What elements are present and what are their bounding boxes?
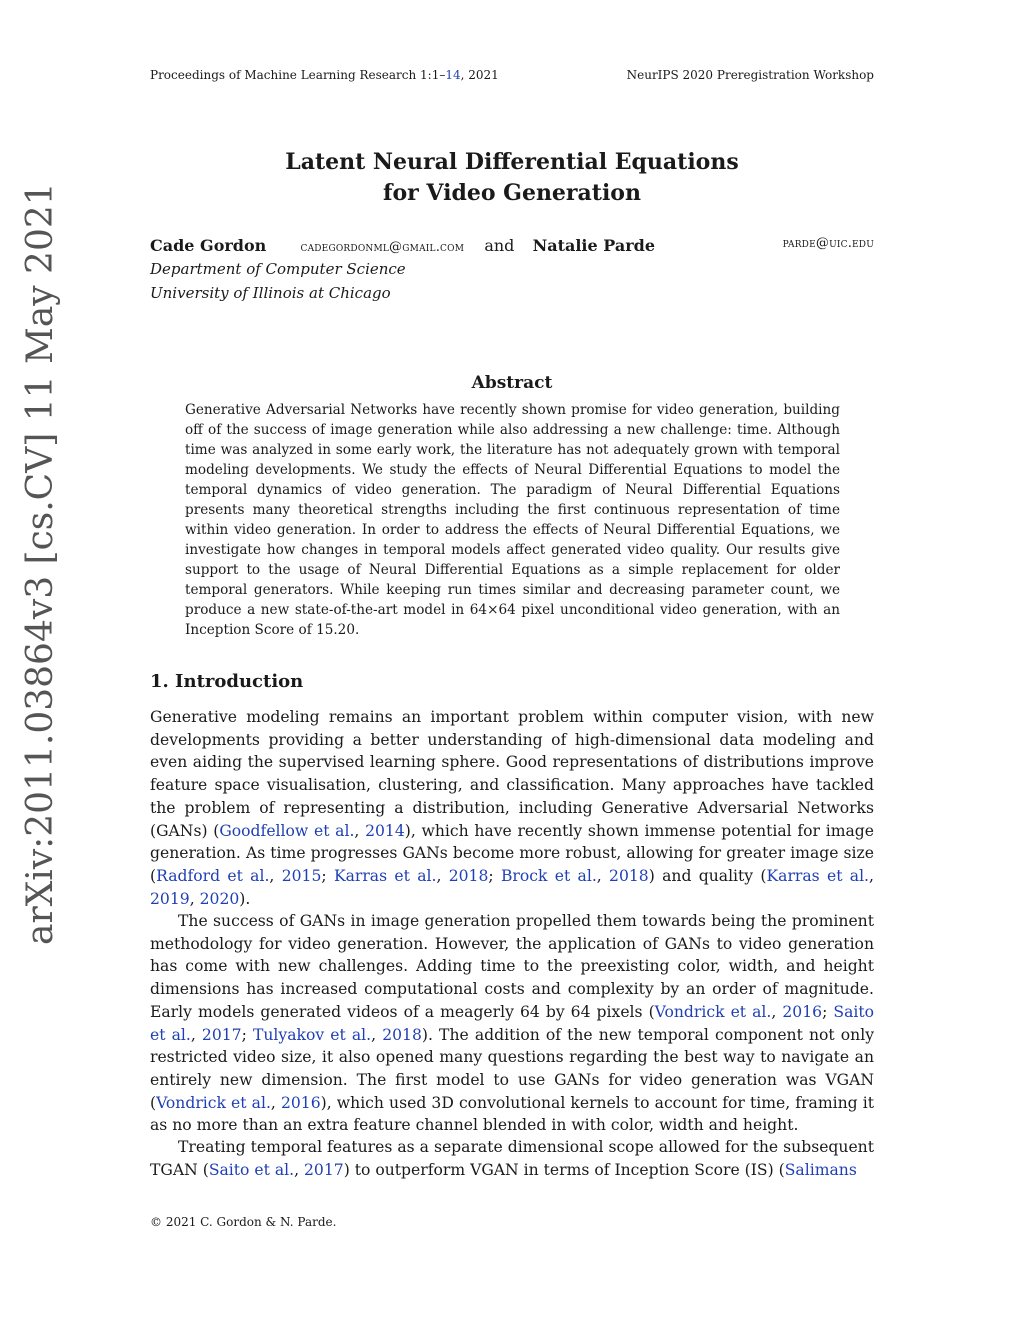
citation-link[interactable]: Karras et al. <box>333 866 437 885</box>
title-line-2: for Video Generation <box>383 180 641 206</box>
department: Department of Computer Science <box>150 260 406 278</box>
paper-title <box>0 147 1024 209</box>
abstract-text: Generative Adversarial Networks have recently shown promise for video generation, building off of the success of image generation while also addressing a new challenge: time. Although time was analyzed in some early work, the literature has not adequately grown with temporal modeling developments. We study the effects of Neural Differential Equations to model the temporal dynamics of video generation. The paradigm of Neural Differential Equations presents many theoretical strengths including the first continuous representation of time within video generation. In order to address the effects of Neural Differential Equations, we investigate how changes in temporal models affect generated video quality. Our results give support to the usage of Neural Differential Equations as a simple replacement for older temporal generators. While keeping run times similar and decreasing parameter count, we produce a new state-of-the-art model in 64×64 pixel unconditional video generation, with an Inception Score of 15.20. <box>185 402 840 638</box>
citation-link[interactable]: Saito et al. <box>208 1160 295 1179</box>
intro-paragraph-2: The success of GANs in image generation propelled them towards being the prominent methodology for video generation. However, the application of GANs to video generation has come with new challenges. Adding time to the preexisting color, width, and height dimensions has increased computational costs and complexity by an order of magnitude. Early models generated videos of a meagerly 64 by 64 pixels (Vondrick et al., 2016; Saito et al., 2017; Tulyakov et al., 2018). The addition of the new temporal component not only restricted video size, it also opened many questions regarding the best way to navigate an entirely new dimension. The first model to use GANs for video generation was VGAN (Vondrick et al., 2016), which used 3D convolutional kernels to account for time, framing it as no more than an extra feature channel blended in with color, width and height. <box>150 912 875 1135</box>
author-conjunction: and <box>484 236 515 255</box>
page-range-link[interactable]: 14 <box>445 68 461 82</box>
citation-link[interactable]: Brock et al. <box>500 866 597 885</box>
citation-year-link[interactable]: 2016 <box>280 1093 321 1112</box>
section-heading-introduction: 1. Introduction <box>150 671 304 692</box>
citation-year-link[interactable]: 2014 <box>365 821 405 840</box>
citation-link[interactable]: Karras et al. <box>766 866 870 885</box>
citation-year-link[interactable]: 2020 <box>199 889 240 908</box>
citation-link[interactable]: Saito et al. <box>150 1002 875 1044</box>
author-2-email: parde@uic.edu <box>782 236 874 251</box>
arxiv-side-identifier: arXiv:2011.03864v3 [cs.CV] 11 May 2021 <box>20 182 61 945</box>
title-line-1: Latent Neural Differential Equations <box>285 149 739 175</box>
citation-link[interactable]: Vondrick et al. <box>654 1002 772 1021</box>
citation-year-link[interactable]: 2018 <box>609 866 649 885</box>
citation-year-link[interactable]: 2015 <box>281 866 322 885</box>
university: University of Illinois at Chicago <box>150 284 391 302</box>
citation-link[interactable]: Radford et al. <box>156 866 270 885</box>
citation-link[interactable]: Tulyakov et al. <box>252 1025 372 1044</box>
author-2-name: Natalie Parde <box>532 236 656 255</box>
citation-year-link[interactable]: 2018 <box>448 866 489 885</box>
citation-year-link[interactable]: 2016 <box>782 1002 823 1021</box>
running-header-left: Proceedings of Machine Learning Research 1:1–14, 2021 <box>150 68 499 82</box>
running-header-right: NeurIPS 2020 Preregistration Workshop <box>626 68 874 82</box>
citation-year-link[interactable]: 2017 <box>304 1160 344 1179</box>
citation-year-link[interactable]: 2017 <box>201 1025 242 1044</box>
copyright-footer: © 2021 C. Gordon & N. Parde. <box>150 1215 337 1229</box>
author-1-email: cadegordonml@gmail.com <box>300 240 465 255</box>
author-1-name: Cade Gordon <box>150 236 267 255</box>
citation-link[interactable]: Goodfellow et al. <box>219 821 355 840</box>
citation-link[interactable]: Salimans <box>784 1160 857 1179</box>
intro-paragraph-3: Treating temporal features as a separate dimensional scope allowed for the subsequent TGAN (Saito et al., 2017) to outperform VGAN in terms of Inception Score (IS) (Salimans <box>150 1138 874 1179</box>
intro-paragraph-1: Generative modeling remains an important problem within computer vision, with new developments providing a better understanding of high-dimensional data modeling and even aiding the supervised learning sphere. Good representations of distributions improve feature space visualisation, clustering, and classification. Many approaches have tackled the problem of representing a distribution, including Generative Adversarial Networks (GANs) (Goodfellow et al., 2014), which have recently shown immense potential for image generation. As time progresses GANs become more robust, allowing for greater image size (Radford et al., 2015; Karras et al., 2018; Brock et al., 2018) and quality (Karras et al., 2019, 2020). <box>150 708 874 908</box>
author-line <box>150 236 874 255</box>
citation-year-link[interactable]: 2019 <box>150 889 190 908</box>
citation-link[interactable]: Vondrick et al. <box>156 1093 271 1112</box>
citation-year-link[interactable]: 2018 <box>382 1025 422 1044</box>
abstract-heading: Abstract <box>471 373 553 393</box>
